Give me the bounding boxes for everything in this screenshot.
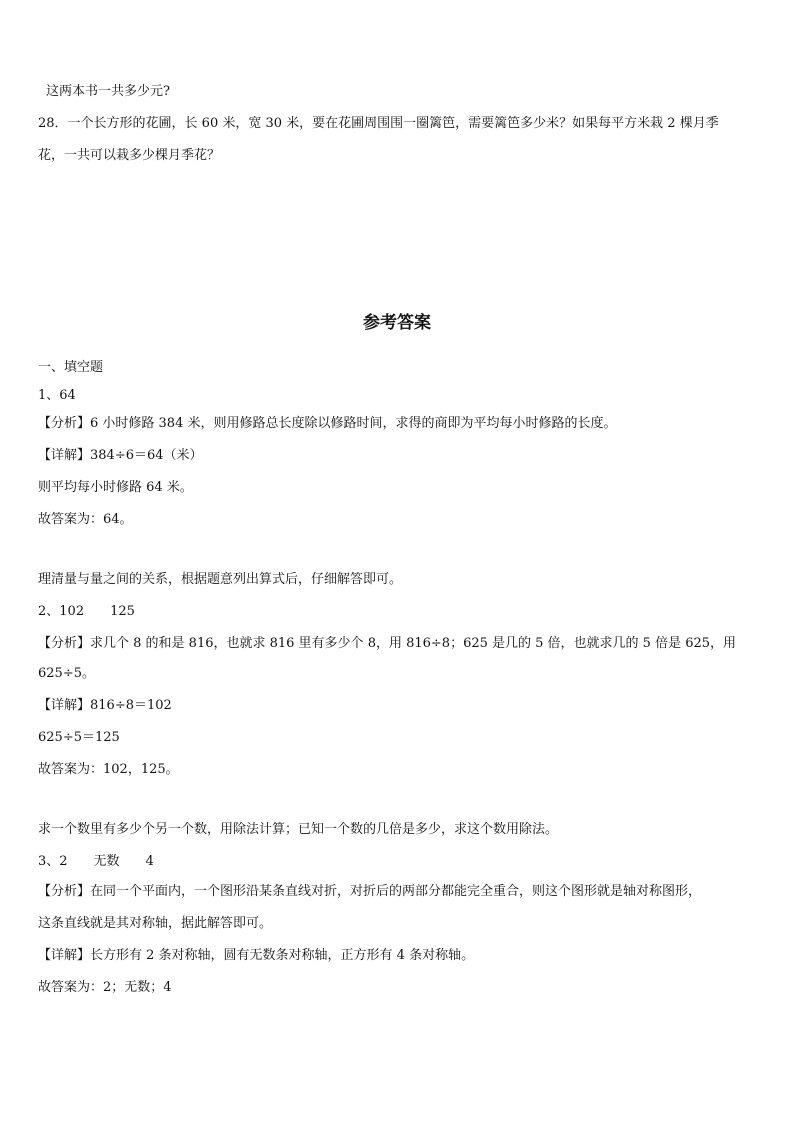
answer2-value1: 2、102 xyxy=(38,604,85,619)
answer3-analysis-line2: 这条直线就是其对称轴，据此解答即可。 xyxy=(38,916,273,931)
answer2-value2: 125 xyxy=(110,604,135,619)
answer3-number xyxy=(38,854,154,870)
answer1-detail: 【详解】384÷6＝64（米） xyxy=(38,448,203,463)
answer2-number xyxy=(38,604,135,620)
answer1-line3: 则平均每小时修路 64 米。 xyxy=(38,480,193,495)
question-tail: 这两本书一共多少元? xyxy=(46,84,170,99)
answer3-value2: 无数 xyxy=(93,854,120,869)
answer2-detail: 【详解】816÷8＝102 xyxy=(38,698,172,713)
answer1-analysis: 【分析】6 小时修路 384 米，则用修路总长度除以修路时间，求得的商即为平均每小时修路的长度。 xyxy=(38,416,617,431)
answer3-detail: 【详解】长方形有 2 条对称轴，圆有无数条对称轴，正方形有 4 条对称轴。 xyxy=(38,948,475,963)
answer2-analysis-line1: 【分析】求几个 8 的和是 816，也就求 816 里有多少个 8，用 816÷8；625 是几的 5 倍，也就求几的 5 倍是 625，用 xyxy=(38,636,737,651)
question-28-line2: 花，一共可以栽多少棵月季花？ xyxy=(38,148,221,163)
answer3-final: 故答案为：2；无数；4 xyxy=(38,980,172,995)
answer2-note: 求一个数里有多少个另一个数，用除法计算；已知一个数的几倍是多少，求这个数用除法。 xyxy=(38,822,559,837)
answer3-value1: 3、2 xyxy=(38,854,68,869)
answer1-number: 1、64 xyxy=(38,388,76,403)
answer2-final: 故答案为：102，125。 xyxy=(38,762,179,777)
section1-heading: 一、填空题 xyxy=(38,360,104,375)
answer3-analysis-line1: 【分析】在同一个平面内，一个图形沿某条直线对折，对折后的两部分都能完全重合，则这个图形就是轴对称图形， xyxy=(38,884,702,899)
answer1-final: 故答案为：64。 xyxy=(38,512,133,527)
answer1-note: 理清量与量之间的关系，根据题意列出算式后，仔细解答即可。 xyxy=(38,572,403,587)
answer3-value3: 4 xyxy=(145,854,154,869)
answers-title: 参考答案 xyxy=(363,313,431,333)
answer2-line2: 625÷5＝125 xyxy=(38,730,120,745)
question-28-line1: 28．一个长方形的花圃，长 60 米，宽 30 米，要在花圃周围围一圈篱笆，需要篱笆多少米？如果每平方米栽 2 棵月季 xyxy=(38,116,719,131)
answer2-analysis-line2: 625÷5。 xyxy=(38,666,95,681)
